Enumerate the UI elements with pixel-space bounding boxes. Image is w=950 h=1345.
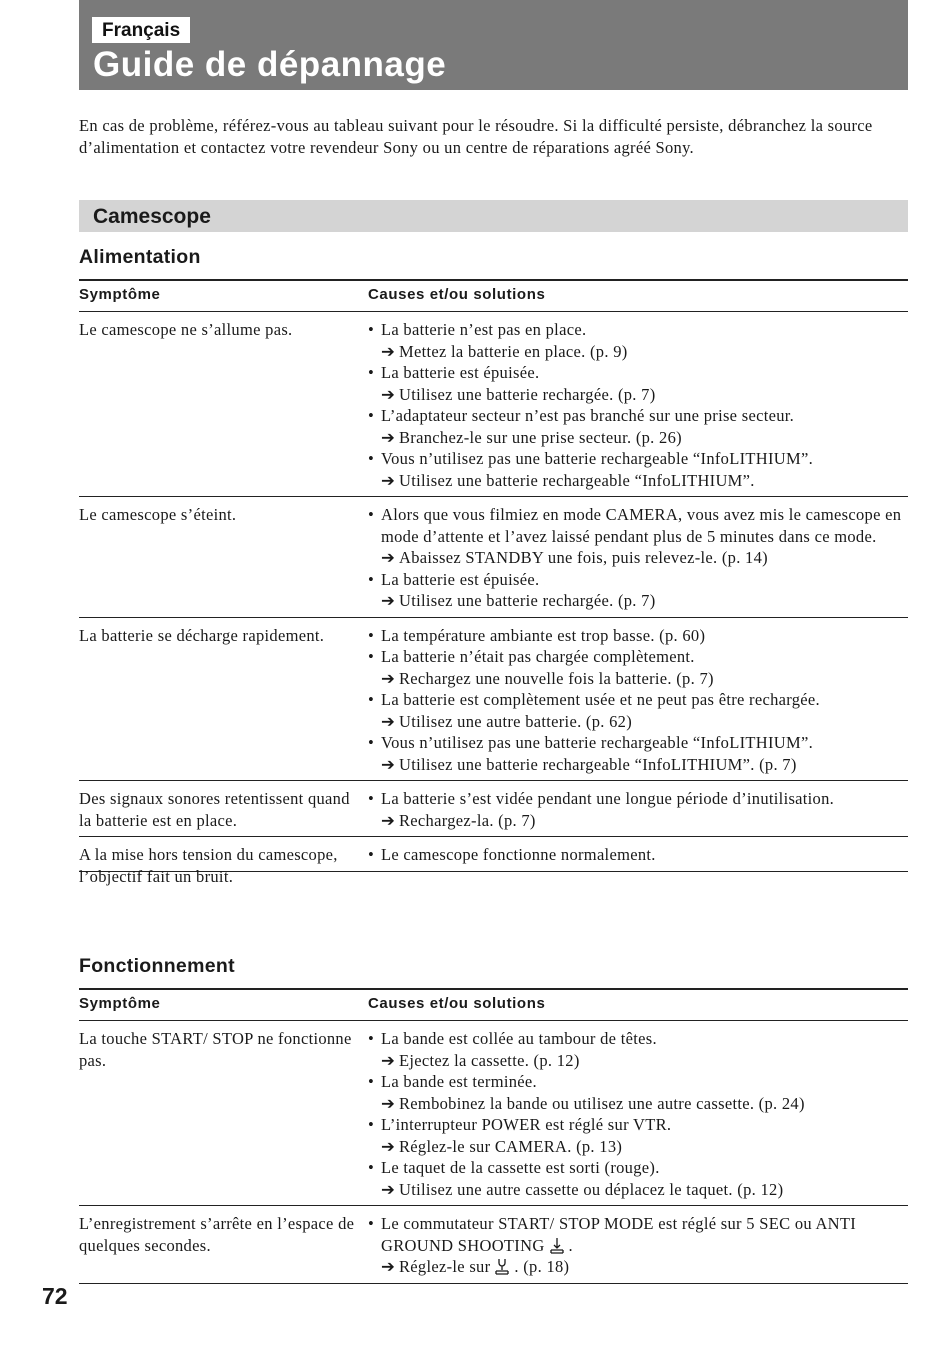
solution-text: Utilisez une batterie rechargeable “InfoLITHIUM”. (p. 7) [399,754,797,774]
column-header-symptom: Symptôme [79,286,161,303]
solution-text: Utilisez une autre cassette ou déplacez le taquet. (p. 12) [399,1179,784,1199]
causes-cell [368,1206,908,1283]
solution-text: Utilisez une autre batterie. (p. 62) [399,711,633,731]
bullet: • [368,505,375,524]
bullet: • [368,1214,375,1233]
symptom-cell: Le camescope s’éteint. [79,505,237,524]
solution-text: Branchez-le sur une prise secteur. (p. 26) [399,427,682,447]
causes-cell [368,781,908,836]
cause-text: La batterie est épuisée. [381,363,540,382]
bullet: • [368,789,375,808]
arrow-right-icon: ➔ [381,810,396,830]
cause-item [368,1157,908,1179]
table-heading-fonctionnement: Fonctionnement [79,955,235,977]
solution-line [368,1050,908,1072]
language-tag: Français [92,17,190,43]
cause-text: La bande est collée au tambour de têtes. [381,1029,657,1048]
table-header [79,988,908,1021]
arrow-right-icon: ➔ [381,427,396,447]
cause-item [368,1028,908,1050]
table-heading-alimentation: Alimentation [79,246,201,268]
cause-item [368,1114,908,1136]
bullet: • [368,449,375,468]
table-row [79,781,908,837]
troubleshooting-table-fonctionnement [79,988,908,1284]
cause-text: La bande est terminée. [381,1072,537,1091]
cause-text: La batterie est complètement usée et ne peut pas être rechargée. [381,690,820,709]
solution-line [368,754,908,776]
cause-text: Le camescope fonctionne normalement. [381,845,656,864]
cause-item [368,319,908,341]
cause-text: La batterie n’est pas en place. [381,320,587,339]
arrow-right-icon: ➔ [381,1136,396,1156]
symptom-cell: L’enregistrement s’arrête en l’espace de quelques secondes. [79,1214,355,1255]
bullet: • [368,1029,375,1048]
cause-item [368,689,908,711]
symptom-cell: Des signaux sonores retentissent quand la batterie est en place. [79,789,350,830]
cause-text: La batterie s’est vidée pendant une longue période d’inutilisation. [381,789,835,808]
cause-item [368,405,908,427]
arrow-right-icon: ➔ [381,591,396,610]
cause-item [368,844,908,866]
cause-text: L’interrupteur POWER est réglé sur VTR. [381,1115,672,1134]
solution-text: Utilisez une batterie rechargée. (p. 7) [399,384,656,404]
solution-text: Abaissez STANDBY une fois, puis relevez-le. (p. 14) [399,548,768,567]
arrow-right-icon: ➔ [381,1179,396,1199]
solution-line [368,341,908,363]
causes-cell [368,618,908,781]
solution-text: Rechargez une nouvelle fois la batterie. (p. 7) [399,668,714,688]
bullet: • [368,363,375,382]
bullet: • [368,733,375,752]
solution-line [368,590,908,612]
causes-cell [368,312,908,496]
solution-text: Réglez-le sur CAMERA. (p. 13) [399,1136,623,1156]
column-header-causes: Causes et/ou solutions [368,286,546,303]
cause-text: Le taquet de la cassette est sorti (rouge). [381,1158,660,1177]
causes-cell [368,837,908,871]
symptom-cell: Le camescope ne s’allume pas. [79,320,293,339]
causes-cell [368,497,908,617]
table-row [79,618,908,782]
cause-item [368,362,908,384]
bullet: • [368,1072,375,1091]
cause-item [368,788,908,810]
column-header-symptom: Symptôme [79,995,161,1012]
cause-text: Alors que vous filmiez en mode CAMERA, vous avez mis le camescope en mode d’attente et l’avez laissé pendant plus de 5 minutes dans ce mode. [381,505,902,546]
cause-item [368,1213,908,1256]
bullet: • [368,1158,375,1177]
solution-text: Réglez-le sur [399,1257,491,1276]
cause-item [368,625,908,647]
column-header-causes: Causes et/ou solutions [368,995,546,1012]
cause-item [368,646,908,668]
solution-text: Utilisez une batterie rechargée. (p. 7) [399,591,656,610]
arrow-right-icon: ➔ [381,470,396,490]
solution-line [368,470,908,492]
cause-text-suffix: . [568,1235,573,1255]
section-title: Camescope [93,205,211,228]
troubleshooting-table-alimentation [79,279,908,886]
bullet: • [368,406,375,425]
solution-text: Rechargez-la. (p. 7) [399,810,536,830]
solution-line [368,384,908,406]
solution-line [368,810,908,832]
cause-text: Vous n’utilisez pas une batterie rechargeable “InfoLITHIUM”. [381,449,814,468]
symptom-cell: La batterie se décharge rapidement. [79,625,325,645]
arrow-right-icon: ➔ [381,1093,396,1113]
solution-text: Ejectez la cassette. (p. 12) [399,1050,580,1070]
page-number: 72 [42,1283,68,1309]
table-row [79,837,908,886]
symptom-cell: La touche START/ STOP ne fonctionne pas. [79,1029,352,1070]
cause-text: La batterie est épuisée. [381,569,540,589]
cause-text: Vous n’utilisez pas une batterie rechargeable “InfoLITHIUM”. [381,733,814,752]
cause-item [368,732,908,754]
table-row [79,1021,908,1206]
arrow-right-icon: ➔ [381,1050,396,1070]
arrow-right-icon: ➔ [381,548,396,567]
arrow-right-icon: ➔ [381,711,396,731]
solution-text: Utilisez une batterie rechargeable “InfoLITHIUM”. [399,470,755,490]
cause-item [368,448,908,470]
arrow-right-icon: ➔ [381,384,396,404]
solution-line [368,1179,908,1201]
arrow-right-icon: ➔ [381,341,396,361]
arrow-right-icon: ➔ [381,668,396,688]
cause-text: Le commutateur START/ STOP MODE est réglé sur 5 SEC ou ANTI GROUND SHOOTING [381,1214,857,1255]
arrow-right-icon: ➔ [381,754,396,774]
bullet: • [368,845,375,864]
solution-line [368,711,908,733]
page-header [79,0,908,90]
cause-item [368,1071,908,1093]
bullet: • [368,320,375,339]
solution-line [368,668,908,690]
solution-line [368,427,908,449]
table-row [79,312,908,497]
solution-line [368,1093,908,1115]
causes-cell [368,1021,908,1205]
solution-text-suffix: . (p. 18) [514,1257,570,1276]
cause-text: La température ambiante est trop basse. (p. 60) [381,625,706,645]
table-row [79,1206,908,1284]
cause-text: La batterie n’était pas chargée complètement. [381,647,695,666]
anti-ground-shooting-icon [549,1237,565,1254]
page-title: Guide de dépannage [93,45,447,84]
solution-line [368,547,908,569]
symptom-cell: A la mise hors tension du camescope, l’objectif fait un bruit. [79,845,338,886]
bullet: • [368,1115,375,1134]
section-bar [79,200,908,232]
solution-text: Rembobinez la bande ou utilisez une autre cassette. (p. 24) [399,1093,805,1113]
cause-item [368,504,908,547]
solution-text: Mettez la batterie en place. (p. 9) [399,341,628,361]
solution-line [368,1256,908,1278]
bullet: • [368,625,375,645]
start-stop-mode-icon [494,1258,510,1275]
intro-paragraph: En cas de problème, référez-vous au tableau suivant pour le résoudre. Si la difficulté persiste, débranchez la source d’alimentation et contactez votre revendeur Sony ou un centre de réparations agréé Sony. [79,116,873,157]
bullet: • [368,569,375,589]
solution-line [368,1136,908,1158]
bullet: • [368,647,375,666]
cause-item [368,569,908,591]
cause-text: L’adaptateur secteur n’est pas branché sur une prise secteur. [381,406,795,425]
arrow-right-icon: ➔ [381,1257,396,1276]
table-header [79,279,908,312]
bullet: • [368,690,375,709]
table-row [79,497,908,618]
